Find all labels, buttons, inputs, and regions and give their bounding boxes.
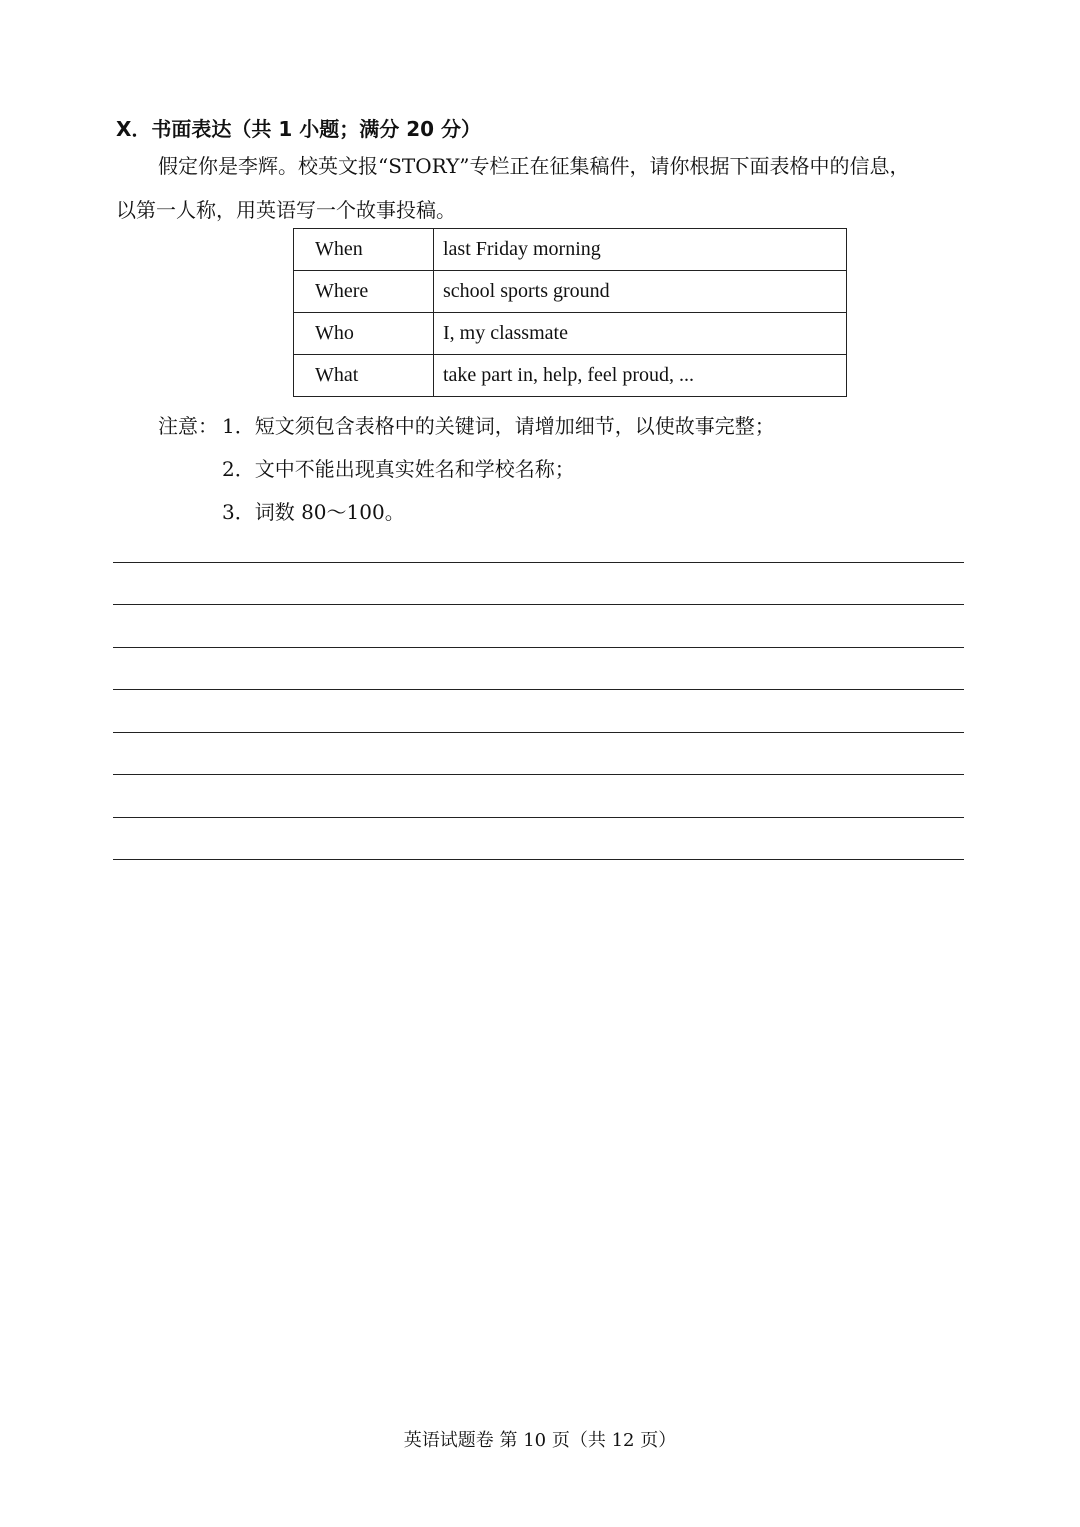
writing-line[interactable]	[113, 647, 964, 648]
section-title: X．书面表达（共 1 小题；满分 20 分）	[116, 117, 482, 141]
table-row	[294, 271, 847, 313]
writing-line[interactable]	[113, 817, 964, 818]
note-item: 3．词数 80～100。	[222, 500, 405, 524]
table-value-cell: school sports ground	[434, 271, 847, 313]
note-item: 2．文中不能出现真实姓名和学校名称；	[222, 457, 575, 481]
intro-line-1: 假定你是李辉。校英文报“STORY”专栏正在征集稿件，请你根据下面表格中的信息，	[158, 154, 910, 178]
note-item: 1．短文须包含表格中的关键词，请增加细节，以使故事完整；	[222, 414, 775, 438]
intro-line-2: 以第一人称，用英语写一个故事投稿。	[116, 198, 456, 222]
table-key-cell: When	[294, 229, 434, 271]
table-row	[294, 355, 847, 397]
table-key-cell: Where	[294, 271, 434, 313]
writing-line[interactable]	[113, 689, 964, 690]
writing-line[interactable]	[113, 732, 964, 733]
table-row	[294, 313, 847, 355]
table-row	[294, 229, 847, 271]
writing-line[interactable]	[113, 774, 964, 775]
table-key-cell: Who	[294, 313, 434, 355]
table-key-cell: What	[294, 355, 434, 397]
writing-line[interactable]	[113, 562, 964, 563]
table-value-cell: I, my classmate	[434, 313, 847, 355]
info-table	[293, 228, 847, 397]
notes-label: 注意：	[158, 414, 218, 438]
writing-line[interactable]	[113, 859, 964, 860]
writing-line[interactable]	[113, 604, 964, 605]
page-footer: 英语试题卷 第 10 页（共 12 页）	[403, 1430, 677, 1451]
table-value-cell: last Friday morning	[434, 229, 847, 271]
table-value-cell: take part in, help, feel proud, ...	[434, 355, 847, 397]
